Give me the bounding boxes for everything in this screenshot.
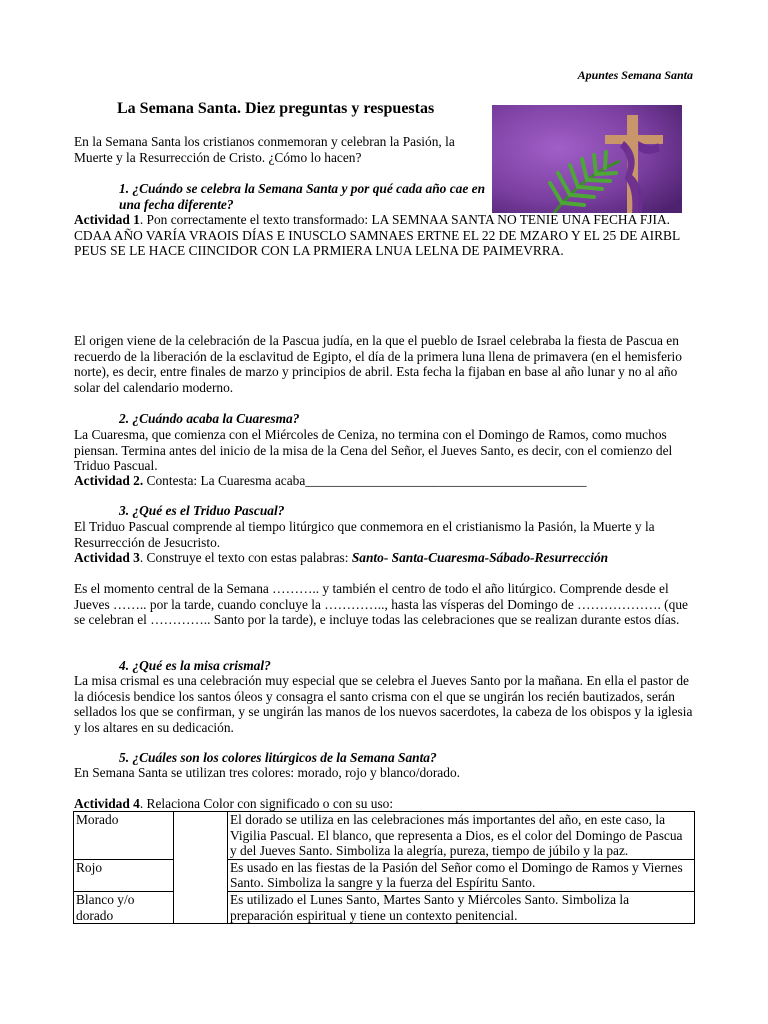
activity-1-label: Actividad 1 (74, 212, 140, 227)
table-cell-color: Rojo (74, 859, 174, 891)
table-row (74, 859, 695, 891)
table-cell-meaning: El dorado se utiliza en las celebraciones más importantes del año, en este caso, la Vigilia Pascual. El blanco, que representa a Dios, es el color del Domingo de Pascua y del Jueves Santo. Simboliza la alegría, pureza, tiempo de júbilo y la paz. (228, 812, 695, 860)
table-cell-color: Morado (74, 812, 174, 860)
running-header: Apuntes Semana Santa (577, 68, 693, 82)
question-5: 5. ¿Cuáles son los colores litúrgicos de la Semana Santa? (119, 750, 437, 765)
activity-4 (74, 796, 696, 812)
cross-palm-image (492, 105, 682, 213)
activity-1 (74, 212, 696, 259)
table-cell-color: Blanco y/o dorado (74, 891, 174, 923)
activity-4-text: . Relaciona Color con significado o con su uso: (139, 796, 394, 811)
answer-1: El origen viene de la celebración de la Pascua judía, en la que el pueblo de Israel celebraba la fiesta de Pascua en recuerdo de la liberación de la esclavitud de Egipto, el día de la primera luna llena de primavera (en el hemisferio norte), es decir, entre finales de marzo y principios de abril. Esta fecha la fijaban en base al año lunar y no al año solar del calendario moderno. (74, 333, 682, 395)
activity-2 (74, 473, 696, 489)
colors-table (73, 811, 695, 924)
answer-5: En Semana Santa se utilizan tres colores: morado, rojo y blanco/dorado. (74, 765, 460, 780)
cross-palm-icon (492, 105, 682, 213)
answer-4: La misa crismal es una celebración muy especial que se celebra el Jueves Santo por la mañana. En ella el pastor de la diócesis bendice los santos óleos y consagra el santo crisma con el que se ungirán los recién bautizados, serán sellados los que se confirman, y se ungirán las manos de los nuevos sacerdotes, la cabeza de los obispos y la iglesia y los altares en su dedicación. (74, 673, 693, 735)
answer-3: El Triduo Pascual comprende al tiempo litúrgico que conmemora en el cristianismo la Pasión, la Muerte y la Resurrección de Jesucristo. (74, 519, 655, 550)
activity-3-text: . Construye el texto con estas palabras: (139, 550, 352, 565)
activity-2-text: Contesta: La Cuaresma acaba__________________________________________ (143, 473, 587, 488)
activity-1-text: . Pon correctamente el texto transformado: LA SEMNAA SANTA NO TENIE UNA FECHA FJIA. CDAA AÑO VARÍA VRAOIS DÍAS E INUSCLO SAMNAES ERTNE EL 22 DE MZARO Y EL 25 DE AIRBL PEUS SE LE HACE CIINCIDOR CON LA PRMIERA LNUA LELNA DE PAIMEVRRA. (74, 212, 680, 259)
activity-3-label: Actividad 3 (74, 550, 140, 565)
table-cell-meaning: Es usado en las fiestas de la Pasión del Señor como el Domingo de Ramos y Viernes Santo. Simboliza la sangre y la fuerza del Espíritu Santo. (228, 859, 695, 891)
activity-3-fill-text: Es el momento central de la Semana ……….. y también el centro de todo el año litúrgico. Comprende desde el Jueves …….. por la tarde, cuando concluye la ………….., hasta las vísperas del Domingo de ………………. (que se celebran el ………….. Santo por la tarde), e incluye todas las celebraciones que se realizan durante estos días. (74, 581, 688, 628)
intro-paragraph: En la Semana Santa los cristianos conmemoran y celebran la Pasión, la Muerte y la Resurrección de Cristo. ¿Cómo lo hacen? (74, 134, 455, 165)
question-2: 2. ¿Cuándo acaba la Cuaresma? (119, 411, 300, 426)
activity-2-label: Actividad 2. (74, 473, 144, 488)
activity-4-label: Actividad 4 (74, 796, 140, 811)
activity-3-words: Santo- Santa-Cuaresma-Sábado-Resurrección (351, 550, 609, 565)
table-cell-meaning: Es utilizado el Lunes Santo, Martes Santo y Miércoles Santo. Simboliza la preparación espiritual y tiene un contexto penitencial. (228, 891, 695, 923)
page-title: La Semana Santa. Diez preguntas y respuestas (117, 100, 435, 117)
activity-3 (74, 550, 696, 566)
question-4: 4. ¿Qué es la misa crismal? (119, 658, 271, 673)
table-row (74, 891, 695, 923)
table-cell-answer[interactable] (174, 812, 228, 924)
answer-2: La Cuaresma, que comienza con el Miércoles de Ceniza, no termina con el Domingo de Ramos, como muchos piensan. Termina antes del inicio de la misa de la Cena del Señor, el Jueves Santo, es decir, con el comienzo del Triduo Pascual. (74, 427, 673, 474)
question-1: 1. ¿Cuándo se celebra la Semana Santa y por qué cada año cae en una fecha diferente? (119, 181, 486, 212)
table-row (74, 812, 695, 860)
question-3: 3. ¿Qué es el Triduo Pascual? (119, 503, 285, 518)
